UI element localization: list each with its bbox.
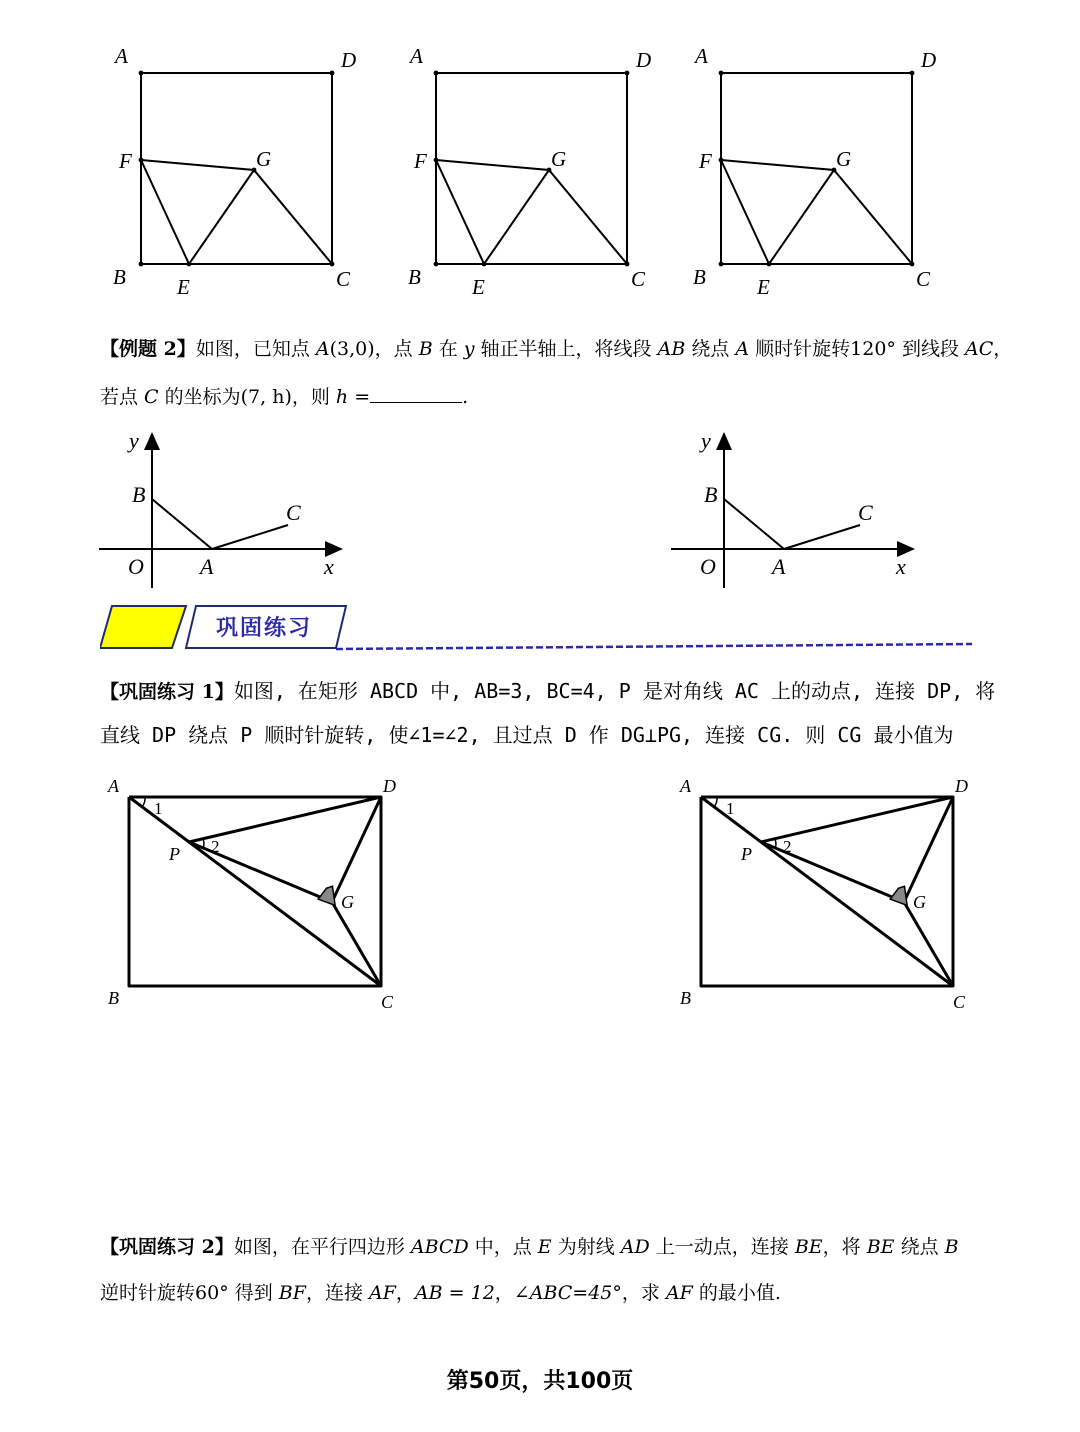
- text: ，将: [822, 1236, 867, 1258]
- text: ，点: [374, 338, 419, 360]
- label-angle-2: 2: [783, 837, 792, 856]
- label-D: D: [341, 48, 357, 72]
- math-y: y: [463, 338, 475, 360]
- label-B: B: [680, 988, 691, 1008]
- math-BF: BF: [278, 1282, 306, 1304]
- label-E: E: [177, 275, 190, 299]
- label-C: C: [916, 267, 931, 291]
- label-angle-1: 1: [154, 799, 163, 818]
- practice1-line2: [100, 722, 980, 749]
- label-P: P: [169, 844, 180, 864]
- label-O: O: [700, 554, 716, 579]
- text: 为射线: [551, 1236, 621, 1258]
- section-title: 巩固练习: [215, 616, 313, 641]
- text: 的坐标为: [158, 386, 241, 408]
- math-AF: AF: [665, 1282, 693, 1304]
- label-G: G: [836, 147, 852, 171]
- label-A: A: [410, 44, 423, 68]
- label-E: E: [757, 275, 770, 299]
- label-A: A: [108, 776, 119, 796]
- label-A: A: [200, 554, 214, 579]
- text: 若点: [100, 386, 145, 408]
- label-F: F: [414, 149, 427, 173]
- label-G: G: [256, 147, 272, 171]
- label-B: B: [108, 988, 119, 1008]
- label-F: F: [699, 149, 712, 173]
- math-AC: AC: [965, 338, 994, 360]
- label-D: D: [383, 776, 396, 796]
- text: ，则: [291, 386, 336, 408]
- text: 绕点: [685, 338, 736, 360]
- math-AF: AF: [369, 1282, 396, 1304]
- label-C: C: [381, 992, 394, 1012]
- math-AD: AD: [620, 1236, 650, 1258]
- label-O: O: [128, 554, 144, 579]
- text: ，: [395, 1282, 415, 1304]
- square-figure-3: [680, 40, 960, 302]
- label-angle-1: 1: [726, 799, 735, 818]
- label-B: B: [113, 265, 126, 289]
- text: 如图，已知点: [195, 338, 316, 360]
- label-C: C: [336, 267, 351, 291]
- math-AB: AB: [657, 338, 686, 360]
- math-B: B: [418, 338, 433, 360]
- label-P: P: [741, 844, 752, 864]
- text: .: [462, 386, 469, 408]
- text: 如图，在平行四边形: [233, 1236, 411, 1258]
- section-badge: [100, 606, 186, 648]
- square-figure-1: [100, 40, 380, 302]
- section-divider: [336, 644, 972, 649]
- example2-line2: [100, 384, 980, 410]
- math-E: E: [537, 1236, 552, 1258]
- label-B: B: [704, 482, 718, 507]
- label-x: x: [324, 554, 334, 579]
- text: ，: [993, 338, 1013, 360]
- text: 得到: [228, 1282, 279, 1304]
- practice2-tag: 【巩固练习 2】: [100, 1236, 234, 1258]
- text: 顺时针旋转: [749, 338, 851, 360]
- rect-figure-1: [100, 772, 420, 1012]
- label-D: D: [955, 776, 968, 796]
- text: 中，点: [468, 1236, 538, 1258]
- math-C: C: [144, 386, 159, 408]
- practice2-line1: [100, 1234, 980, 1260]
- label-A: A: [695, 44, 708, 68]
- text: =: [348, 386, 371, 408]
- math-coord: (7, h): [240, 386, 292, 408]
- math-A: A: [315, 338, 330, 360]
- math-angle: 120°: [850, 338, 896, 360]
- text: 如图, 在矩形 ABCD 中, AB=3, BC=4, P 是对角线 AC 上的动点, 连接 DP, 将: [233, 679, 996, 703]
- math-B: B: [944, 1236, 959, 1258]
- label-y: y: [701, 428, 711, 453]
- text: 上一动点，连接: [649, 1236, 795, 1258]
- math-ABCD: ABCD: [410, 1236, 469, 1258]
- axes-figure-1: [95, 428, 355, 588]
- math-A: A: [735, 338, 750, 360]
- answer-blank: [370, 384, 462, 403]
- label-y: y: [129, 428, 139, 453]
- label-C: C: [286, 500, 301, 525]
- section-header: [100, 600, 980, 656]
- text: 绕点: [894, 1236, 945, 1258]
- label-B: B: [132, 482, 146, 507]
- label-G: G: [551, 147, 567, 171]
- axes-figure-2: [667, 428, 927, 588]
- math-angle: 60°: [195, 1282, 229, 1304]
- text: 在: [432, 338, 464, 360]
- label-B: B: [693, 265, 706, 289]
- example2-line1: [100, 336, 1013, 362]
- label-x: x: [896, 554, 906, 579]
- practice1-tag: 【巩固练习 1】: [100, 681, 234, 703]
- text: 到线段: [895, 338, 966, 360]
- text: 轴正半轴上，将线段: [474, 338, 658, 360]
- label-A: A: [115, 44, 128, 68]
- practice1-line1: [100, 678, 996, 705]
- text: 直线 DP 绕点 P 顺时针旋转, 使∠1=∠2, 且过点 D 作 DG⊥PG, 连接 CG. 则 CG 最小值为: [100, 723, 954, 747]
- label-C: C: [953, 992, 966, 1012]
- math-angle-eq: ∠ABC=45°: [513, 1282, 622, 1304]
- label-D: D: [921, 48, 937, 72]
- label-B: B: [408, 265, 421, 289]
- text: ，: [494, 1282, 514, 1304]
- label-C: C: [631, 267, 646, 291]
- label-A: A: [772, 554, 786, 579]
- label-G: G: [341, 892, 354, 912]
- math-coord: (3,0): [329, 338, 375, 360]
- text: 逆时针旋转: [100, 1282, 196, 1304]
- label-C: C: [858, 500, 873, 525]
- square-figure-2: [395, 40, 675, 302]
- math-h: h: [335, 386, 349, 408]
- example2-tag: 【例题 2】: [100, 338, 196, 360]
- math-ab-eq: AB = 12: [414, 1282, 495, 1304]
- text: ，求: [621, 1282, 666, 1304]
- label-F: F: [119, 149, 132, 173]
- label-G: G: [913, 892, 926, 912]
- rect-figure-2: [672, 772, 992, 1012]
- label-A: A: [680, 776, 691, 796]
- page-footer: 第50页，共100页: [446, 1369, 634, 1394]
- label-E: E: [472, 275, 485, 299]
- text: 的最小值.: [692, 1282, 781, 1304]
- label-angle-2: 2: [211, 837, 220, 856]
- label-D: D: [636, 48, 652, 72]
- math-BE: BE: [794, 1236, 823, 1258]
- practice2-line2: [100, 1280, 980, 1306]
- math-BE: BE: [866, 1236, 895, 1258]
- text: ，连接: [305, 1282, 369, 1304]
